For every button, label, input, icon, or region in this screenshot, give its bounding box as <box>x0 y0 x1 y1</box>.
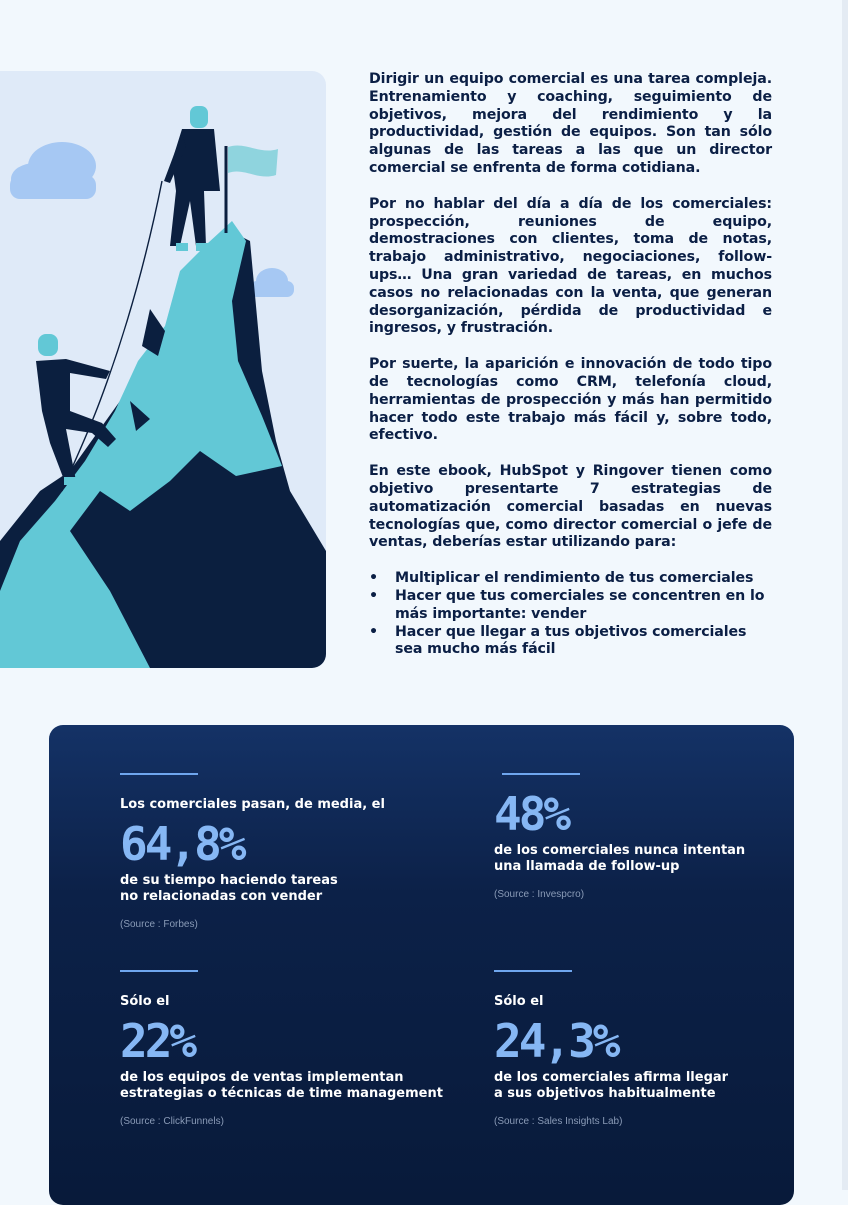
stat-source: (Source : Invespcro) <box>494 888 585 900</box>
stat-objectives <box>494 970 784 1127</box>
goal-item-2: • Hacer que tus comerciales se concentren en lo más importante: vender <box>369 588 772 624</box>
top-climber <box>164 106 220 251</box>
stat-description-line-2: estrategias o técnicas de time management <box>120 1085 443 1101</box>
stat-figure: 48% <box>494 786 569 841</box>
stat-follow-up <box>494 773 784 900</box>
stat-figure: 64,8% <box>120 816 244 871</box>
goals-list <box>369 570 772 659</box>
stat-divider <box>120 970 198 972</box>
stat-source: (Source : Sales Insights Lab) <box>494 1115 623 1127</box>
intro-paragraph-3: Por suerte, la aparición e innovación de todo tipo de tecnologías como CRM, telefonía cloud, herramientas de prospección y más han permitido hacer todo este trabajo más fácil y, sobre todo, efectivo. <box>369 356 772 444</box>
page-edge <box>842 0 848 1190</box>
stat-lead: Sólo el <box>494 993 544 1009</box>
stat-time-management <box>120 970 460 1127</box>
stat-lead: Los comerciales pasan, de media, el <box>120 796 385 812</box>
stat-description-line-1: de los equipos de ventas implementan <box>120 1069 404 1085</box>
cloud-left-icon <box>10 142 96 199</box>
stat-description-line-2: una llamada de follow-up <box>494 858 680 874</box>
stat-description-line-2: a sus objetivos habitualmente <box>494 1085 716 1101</box>
stat-figure: 24,3% <box>494 1013 618 1068</box>
stat-lead: Sólo el <box>120 993 170 1009</box>
intro-paragraph-1: Dirigir un equipo comercial es una tarea compleja. Entrenamiento y coaching, seguimiento de objetivos, mejora del rendimiento y la productividad, gestión de equipos. Son tan sólo algunas de las tareas a las que un director comercial se enfrenta de forma cotidiana. <box>369 71 772 176</box>
intro-text <box>369 71 772 659</box>
intro-paragraph-2: Por no hablar del día a día de los comerciales: prospección, reuniones de equipo, demostraciones con clientes, toma de notas, trabajo administrativo, negociaciones, follow-ups… Una gran variedad de tareas, en muchos casos no relacionadas con la venta, que generan desorganización, pérdida de productividad e ingresos, y frustración. <box>369 195 772 337</box>
stat-description-line-1: de su tiempo haciendo tareas <box>120 872 338 888</box>
stat-description-line-1: de los comerciales nunca intentan <box>494 842 746 858</box>
mountain-climbers-illustration <box>0 71 326 668</box>
stat-time-on-tasks <box>120 773 420 930</box>
stats-panel <box>49 725 794 1205</box>
stat-source: (Source : ClickFunnels) <box>120 1115 224 1127</box>
stat-description-line-2: no relacionadas con vender <box>120 888 323 904</box>
goal-item-1: • Multiplicar el rendimiento de tus comerciales <box>369 570 772 588</box>
illustration-card <box>0 71 326 668</box>
stat-divider <box>494 970 572 972</box>
stat-divider <box>120 773 198 775</box>
flag-icon <box>228 145 278 176</box>
goal-item-3: • Hacer que llegar a tus objetivos comerciales sea mucho más fácil <box>369 624 772 660</box>
stat-divider <box>502 773 580 775</box>
stat-figure: 22% <box>120 1013 195 1068</box>
stat-source: (Source : Forbes) <box>120 918 198 930</box>
intro-paragraph-4: En este ebook, HubSpot y Ringover tienen como objetivo presentarte 7 estrategias de automatización comercial basadas en nuevas tecnologías que, como director comercial o jefe de ventas, deberías estar utilizando para: <box>369 463 772 551</box>
stat-description-line-1: de los comerciales afirma llegar <box>494 1069 729 1085</box>
cloud-right-icon <box>250 268 294 297</box>
